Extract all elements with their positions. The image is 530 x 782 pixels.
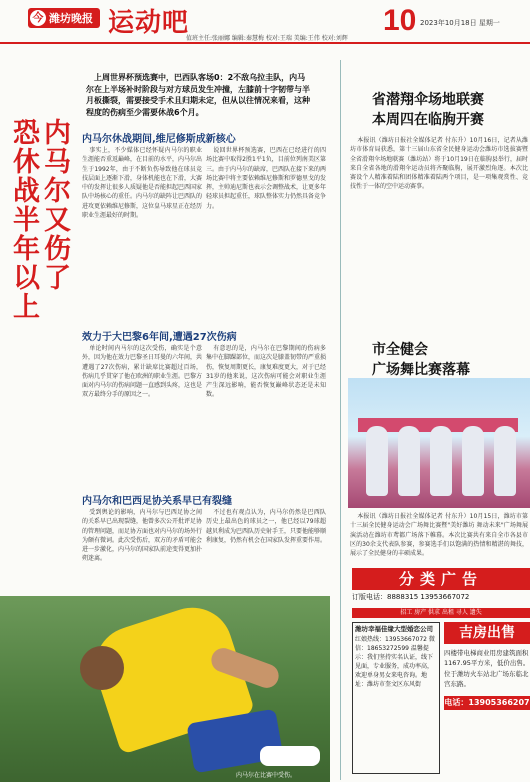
- newspaper-logo: [28, 8, 100, 28]
- right-headline-1-line-2: 本周四在临朐开赛: [372, 112, 484, 129]
- photo-sock: [260, 746, 320, 766]
- ad-right-body: 四楼带电梯商业用房建筑面积1167.95平方米，低价出售。位于潍坊火车站北广场东临北宫东路。: [444, 649, 530, 689]
- dance-photo: [348, 378, 530, 508]
- photo-dancer: [462, 426, 484, 496]
- body-column-5: 受到舆论的影响，内马尔与巴西足协之间的关系早已出现裂缝，他曾多次公开批评足协的管理问题，而足协方面也对内马尔的场外行为颇有微词。此次受伤后，双方的矛盾可能会进一步激化，内马尔的国家队前途变得更加扑朔迷离。: [82, 509, 202, 563]
- right-headline-1: [372, 90, 512, 131]
- ad-header: 分类广告: [352, 568, 530, 590]
- masthead: [0, 0, 530, 44]
- photo-dancer: [398, 426, 420, 496]
- photo-caption: 内马尔在比赛中受伤。: [236, 772, 297, 779]
- photo-dancer: [430, 426, 452, 496]
- ad-left-block: [352, 622, 440, 774]
- main-headline: [7, 118, 70, 538]
- section-title: 运动吧: [108, 8, 190, 38]
- photo-dancer: [494, 426, 516, 496]
- ad-hotline: 订版电话：8888315 13953667072: [352, 593, 470, 601]
- ad-categories: 招工 房产 供求 出租 寻人 遗失: [352, 608, 530, 618]
- right-headline-2-line-2: 广场舞比赛落幕: [372, 362, 470, 379]
- photo-dancer: [366, 426, 388, 496]
- ad-right-phone: 电话：13905366207: [444, 696, 530, 710]
- ad-left-body: 红娘热线：13953667072 微信：18653272599 温馨提示：我们坚持实名认证，线下见面，专业服务，成功率高，欢迎单身男女来电咨询。地址：潍坊市奎文区东风街: [355, 635, 435, 688]
- issue-date: 2023年10月18日 星期一: [420, 19, 500, 27]
- right-body-2: 本报讯（潍坊日报社全媒体记者 付东升）10月15日，潍坊市第十三届全民健身运动会广场舞比赛暨"美好潍坊 舞动未来"广场舞展演活动在潍坊市鸢都广场落下帷幕。本次比赛共有来自全市各县市区的30余支代表队参赛，参赛选手们以饱满的热情和精湛的舞技，展示了全民健身的丰硕成果。: [350, 513, 528, 558]
- logo-text: 潍坊晚报: [49, 12, 93, 25]
- right-headline-2: [372, 340, 512, 381]
- headline-line-1: 内马尔又伤了: [39, 118, 70, 292]
- ad-left-title: 潍坊幸福佳缘大型婚恋公司: [355, 625, 433, 633]
- right-headline-1-line-1: 省潜翔伞场地联赛: [372, 92, 484, 108]
- body-column-6: 不过也有观点认为，内马尔仍然是巴西队历史上最出色的球员之一，他已经以79球超越贝利成为巴西队历史射手王，只要他能够顺利康复，仍然有机会在国家队发挥重要作用。: [206, 509, 326, 544]
- subheading-2: 效力于大巴黎6年间,遭遇27次伤病: [82, 332, 237, 343]
- right-headline-2-line-1: 市全健会: [372, 342, 428, 358]
- right-body-1: 本报讯（潍坊日报社全媒体记者 付东升）10月16日，记者从潍坊市体育局获悉，第十三届山东省全民健身运动会潍坊市选拔赛暨全省滑翔伞场地联赛（潍坊站）将于10月19日在临朐县举行，届时来自全省各地的滑翔伞运动员将齐聚临朐，展开激烈角逐。本次比赛设个人精准着陆和团体精准着陆两个项目，是一项集观赏性、竞技性于一体的空中运动赛事。: [350, 137, 528, 191]
- player-injury-photo: [0, 596, 330, 782]
- photo-head: [80, 646, 124, 690]
- article-lead: 上周世界杯预选赛中，巴西队客场0：2不敌乌拉圭队，内马尔在上半场补时阶段与对方球员发生冲撞，左膝前十字韧带与半月板撕裂，需要接受手术且归期未定，但从以往情况来看，这种程度的伤病至少需要休战6个月。: [86, 73, 310, 117]
- header-rule: [0, 42, 530, 44]
- ad-right-title: 吉房出售: [444, 622, 530, 644]
- editor-credits: 值班主任:张丽娜 编辑:秦慧梅 校对:王瑞 美编:王伟 校对:刘辉: [186, 35, 348, 42]
- body-column-1: 事实上，不少媒体已经怀疑内马尔的职业生涯能否重返巅峰，在目前的水平，内马尔出生于1992年，由于不断负伤导致他在球员竞技层面上逐渐下滑，身体机能也在下滑，大赛中的发挥让很多人质疑他是否能担起巴西国家队中场核心的重任。内马尔的缺阵让巴西队的进攻更依赖维尼修斯，这位皇马球星正在经历职业生涯最好的时期。: [82, 147, 202, 220]
- page-number: 10: [383, 4, 417, 37]
- subheading-3: 内马尔和巴西足协关系早已有裂缝: [82, 496, 232, 507]
- body-column-3: 单论时间内马尔的这次受伤，确实是个意外，因为他在效力巴黎圣日耳曼的六年间，共遭遇了27次伤病，累计缺席比赛超过百场，伤病几乎贯穿了他在欧洲的职业生涯。巴黎方面对内马尔的伤病问题一直感到头疼，这也是双方最终分手的原因之一。: [82, 345, 202, 399]
- ad-right-block: [444, 622, 530, 774]
- column-divider: [340, 60, 341, 780]
- body-column-4: 有意思的是，内马尔在巴黎期间的伤病多集中在脚踝部位，而这次是膝盖韧带的严重损伤，恢复周期更长，康复难度更大，对于已经31岁的他来说，这次伤病可能会对职业生涯产生深远影响，能否恢复巅峰状态还是未知数。: [206, 345, 326, 399]
- headline-line-2: 恐休战半年以上: [7, 118, 39, 321]
- subheading-1: 内马尔休战期间,维尼修斯成新核心: [82, 134, 236, 145]
- classified-ads: [352, 568, 530, 782]
- logo-mark-icon: 今: [30, 10, 46, 26]
- body-column-2: 说回世界杯预选赛，巴西在已经进行的四场比赛中取得2胜1平1负，目前位列南美区第三。由于内马尔的缺席，巴西队在接下来的两场比赛中将主要依赖维尼修斯和罗德里戈的发挥，主帅迪尼斯也表示会调整战术，让更多年轻球员担起重任，球队整体实力仍然具备竞争力。: [206, 147, 326, 210]
